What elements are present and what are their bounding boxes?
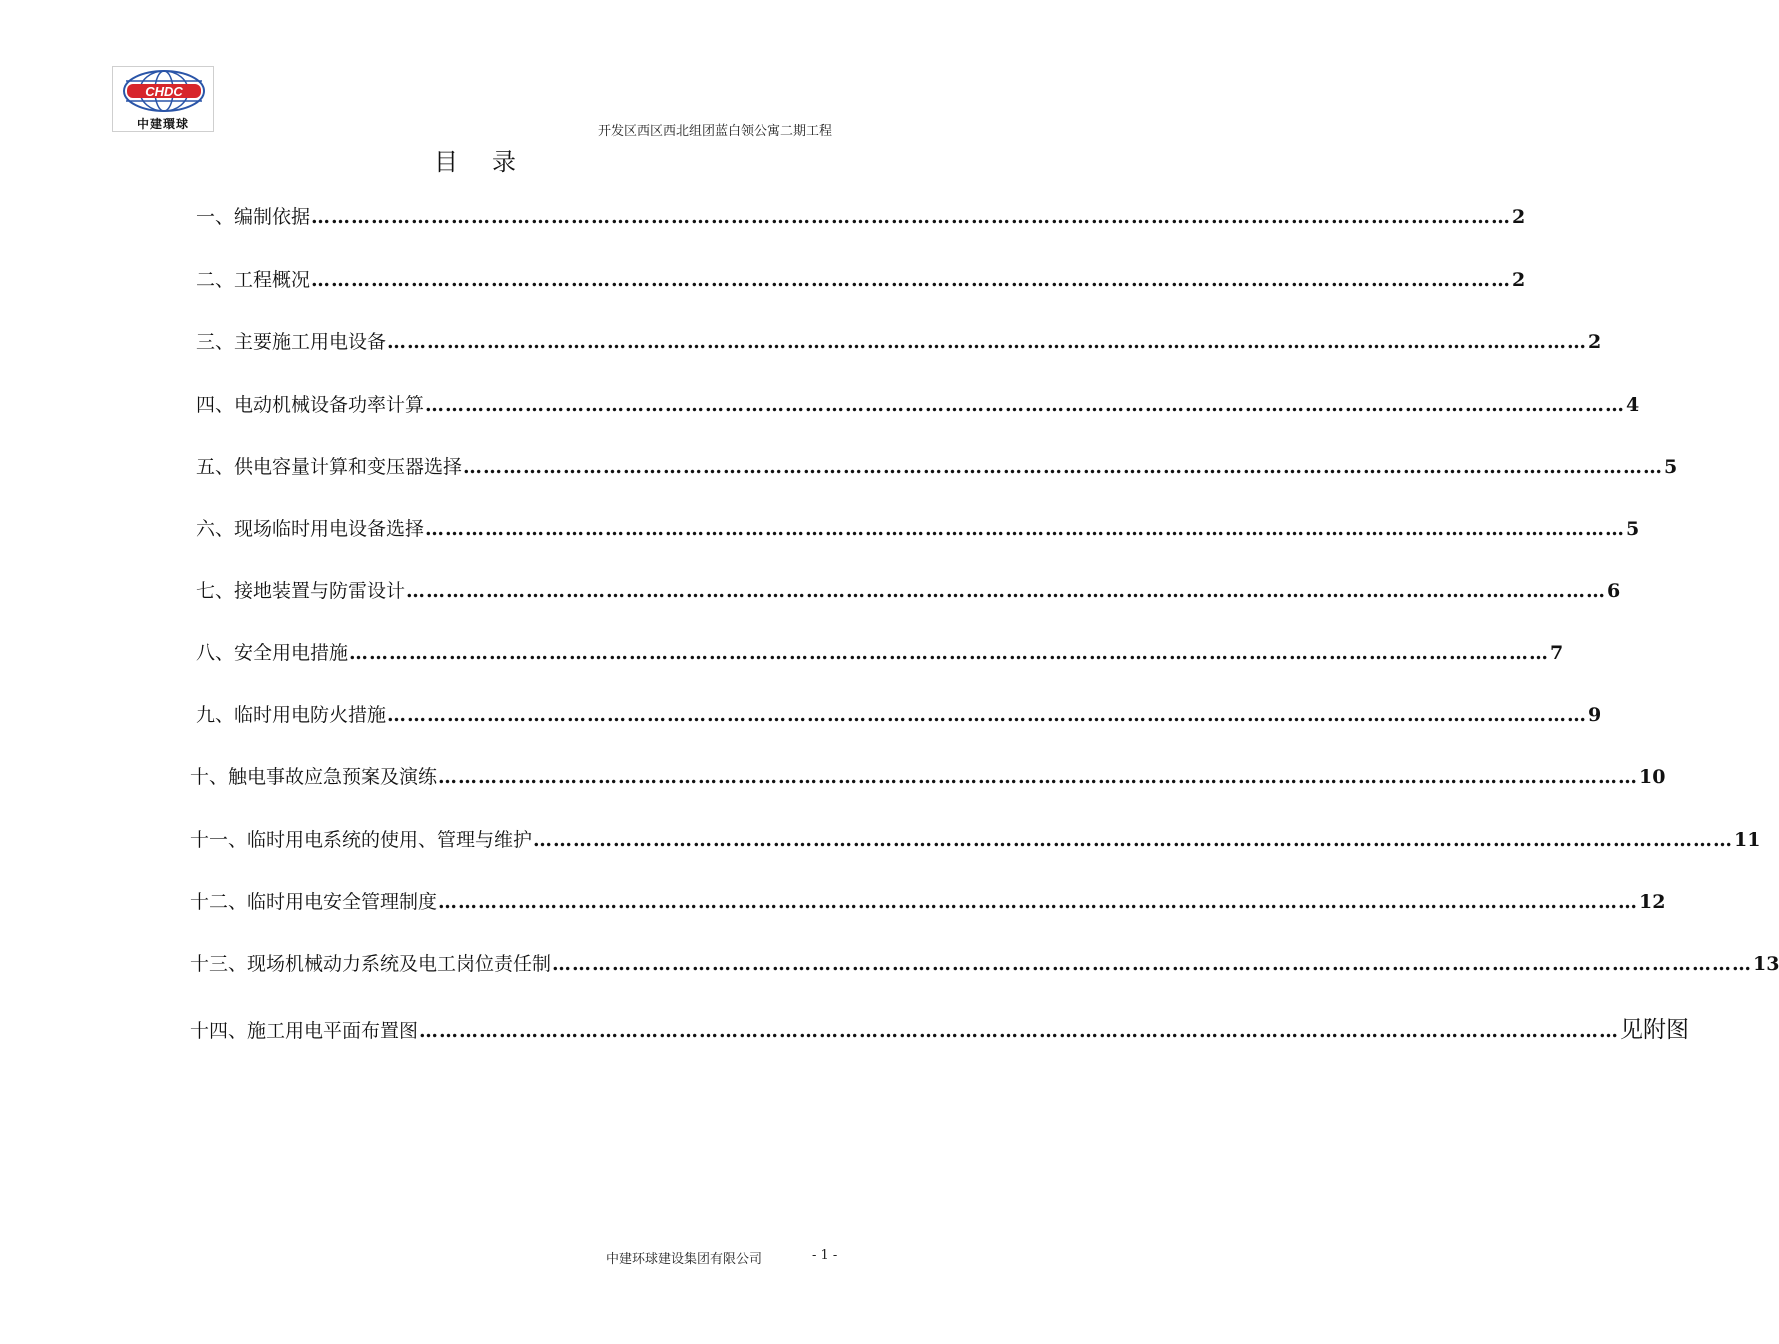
toc-entry-number: 一、 xyxy=(196,206,235,228)
toc-entry-number: 六、 xyxy=(196,518,235,540)
toc-entry-number: 十二、 xyxy=(190,891,248,913)
toc-entry-page: 11 xyxy=(1734,829,1761,851)
toc-entry-label: 施工用电平面布置图 xyxy=(247,1020,419,1042)
toc-entry-number: 七、 xyxy=(196,580,235,602)
toc-entry-page: 12 xyxy=(1639,891,1666,913)
footer-company: 中建环球建设集团有限公司 xyxy=(606,1252,763,1267)
toc-entry-label: 临时用电防火措施 xyxy=(234,704,387,726)
toc-entry-label: 工程概况 xyxy=(234,269,311,291)
toc-entry-page: 2 xyxy=(1512,206,1526,228)
logo-mark-text: CHDC xyxy=(145,84,183,99)
toc-entry-number: 十三、 xyxy=(190,953,248,975)
toc-entry[interactable] xyxy=(190,825,1761,855)
toc-leader-dots: ……………………………………………………………………………………………………………………………………………………………… xyxy=(349,642,1550,664)
toc-leader-dots: ……………………………………………………………………………………………………………………………………………………………… xyxy=(438,766,1639,788)
toc-entry-label: 触电事故应急预案及演练 xyxy=(228,766,438,788)
toc-entry-number: 十一、 xyxy=(190,829,248,851)
toc-leader-dots: ……………………………………………………………………………………………………………………………………………………………… xyxy=(387,704,1588,726)
toc-leader-dots: ……………………………………………………………………………………………………………………………………………………………… xyxy=(311,269,1512,291)
toc-entry-label: 供电容量计算和变压器选择 xyxy=(234,456,463,478)
toc-entry-number: 二、 xyxy=(196,269,235,291)
toc-entry-page: 5 xyxy=(1664,456,1678,478)
footer-page-number: - 1 - xyxy=(812,1248,838,1263)
toc-entry-number: 十、 xyxy=(190,766,229,788)
toc-leader-dots: ……………………………………………………………………………………………………………………………………………………………… xyxy=(425,394,1626,416)
toc-entry[interactable] xyxy=(190,887,1666,917)
toc-entry[interactable] xyxy=(190,762,1666,792)
toc-leader-dots: ……………………………………………………………………………………………………………………………………………………………… xyxy=(533,829,1734,851)
toc-entry[interactable] xyxy=(196,265,1526,295)
toc-entry[interactable] xyxy=(190,1011,1690,1043)
toc-entry[interactable] xyxy=(196,700,1602,730)
toc-leader-dots: ……………………………………………………………………………………………………………………………………………………………… xyxy=(463,456,1664,478)
toc-leader-dots: ……………………………………………………………………………………………………………………………………………………………… xyxy=(311,206,1512,228)
toc-leader-dots: ……………………………………………………………………………………………………………………………………………………………… xyxy=(425,518,1626,540)
toc-entry-label: 临时用电系统的使用、管理与维护 xyxy=(247,829,533,851)
toc-leader-dots: ……………………………………………………………………………………………………………………………………………………………… xyxy=(387,331,1588,353)
project-name: 开发区西区西北组团蓝白领公寓二期工程 xyxy=(597,124,832,139)
toc-leader-dots: ……………………………………………………………………………………………………………………………………………………………… xyxy=(552,953,1753,975)
toc-entry[interactable] xyxy=(196,202,1526,232)
toc-entry-label: 主要施工用电设备 xyxy=(234,331,387,353)
toc-entry-number: 八、 xyxy=(196,642,235,664)
toc-entry-number: 四、 xyxy=(196,394,235,416)
toc-entry[interactable] xyxy=(190,949,1779,979)
toc-entry-label: 现场临时用电设备选择 xyxy=(234,518,425,540)
toc-entry-page: 2 xyxy=(1588,331,1602,353)
toc-entry-page: 7 xyxy=(1550,642,1564,664)
toc-entry-page: 2 xyxy=(1512,269,1526,291)
toc-entry-label: 现场机械动力系统及电工岗位责任制 xyxy=(247,953,552,975)
page-title: 目录 xyxy=(434,148,550,176)
toc-entry-page: 见附图 xyxy=(1620,1017,1690,1043)
toc-entry-number: 十四、 xyxy=(190,1020,248,1042)
toc-leader-dots: ……………………………………………………………………………………………………………………………………………………………… xyxy=(419,1020,1620,1042)
toc-entry[interactable] xyxy=(196,452,1678,482)
toc-entry-number: 三、 xyxy=(196,331,235,353)
toc-entry-number: 九、 xyxy=(196,704,235,726)
toc-entry-label: 编制依据 xyxy=(234,206,311,228)
toc-entry[interactable] xyxy=(196,576,1621,606)
toc-entry[interactable] xyxy=(196,638,1564,668)
toc-entry-page: 4 xyxy=(1626,394,1640,416)
toc-entry-page: 9 xyxy=(1588,704,1602,726)
toc-leader-dots: ……………………………………………………………………………………………………………………………………………………………… xyxy=(406,580,1607,602)
toc-entry-page: 13 xyxy=(1753,953,1779,975)
toc-entry-label: 安全用电措施 xyxy=(234,642,349,664)
logo-text: 中建環球 xyxy=(136,117,189,131)
toc-leader-dots: ……………………………………………………………………………………………………………………………………………………………… xyxy=(438,891,1639,913)
toc-entry-page: 6 xyxy=(1607,580,1621,602)
toc-entry[interactable] xyxy=(196,514,1640,544)
toc-entry-label: 接地装置与防雷设计 xyxy=(234,580,406,602)
globe-logo-icon xyxy=(119,69,209,115)
toc-entry-label: 临时用电安全管理制度 xyxy=(247,891,438,913)
toc-entry-page: 10 xyxy=(1639,766,1666,788)
toc-entry[interactable] xyxy=(196,327,1602,357)
toc-entry-label: 电动机械设备功率计算 xyxy=(234,394,425,416)
toc-entry[interactable] xyxy=(196,390,1640,420)
toc-entry-number: 五、 xyxy=(196,456,235,478)
toc-entry-page: 5 xyxy=(1626,518,1640,540)
company-logo xyxy=(112,66,214,132)
